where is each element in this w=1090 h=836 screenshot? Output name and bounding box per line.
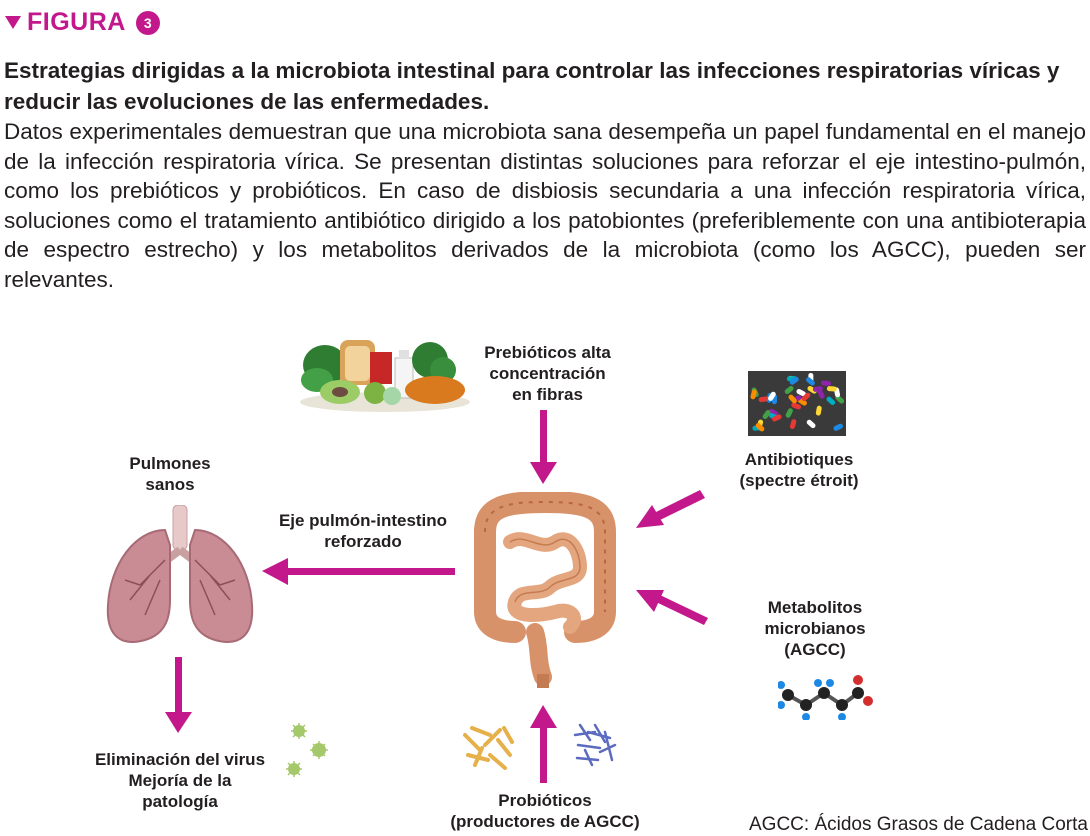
- arrow-antibiotics: [656, 490, 705, 520]
- elimination-label: Eliminación del virus Mejoría de la patología: [94, 750, 266, 811]
- prebiotics-label: Prebióticos alta concentración en fibras: [484, 343, 611, 404]
- lungs-label: Pulmones sanos: [129, 454, 211, 494]
- figure-label: FIGURA: [27, 8, 126, 36]
- arrow-lungs: [175, 657, 182, 715]
- arrow-axis: [285, 568, 455, 575]
- metabolites-label: Metabolitos microbianos (AGCC): [764, 598, 866, 659]
- figure-number-badge: 3: [136, 11, 160, 35]
- figure-description: Datos experimentales demuestran que una microbiota sana desempeña un papel fundamental en el manejo de la infección respiratoria vírica. Se presentan distintas soluciones para reforzar el eje intestino-pulmón, como los prebióticos y probióticos. En caso de disbiosis secundaria a una infección respiratoria vírica, soluciones como el tratamiento antibiótico dirigido a los patobiontes (preferiblemente con una antibioterapia de espectro estrecho) y los metabolitos derivados de la microbiota (como los AGCC), pueden ser relevantes.: [4, 119, 1086, 292]
- arrow-metabolites: [656, 595, 708, 625]
- axis-label: Eje pulmón-intestino reforzado: [278, 511, 448, 551]
- arrow-prebiotics: [540, 410, 547, 465]
- footnote: AGCC: Ácidos Grasos de Cadena Corta: [749, 814, 1088, 835]
- probiotics-label: Probióticos (productores de AGCC): [450, 791, 640, 831]
- arrow-probiotics: [540, 725, 547, 783]
- antibiotics-label: Antibiotiques (spectre étroit): [739, 450, 859, 490]
- figure-title: Estrategias dirigidas a la microbiota intestinal para controlar las infecciones respiratorias víricas y reducir las evoluciones de las enfermedades.: [4, 58, 1060, 114]
